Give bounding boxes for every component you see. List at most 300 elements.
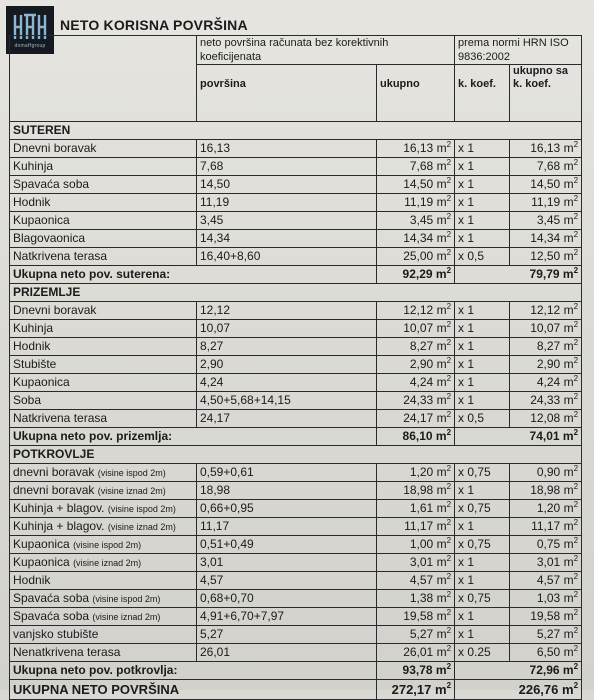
room-area (197, 338, 377, 356)
room-name-value: Spavaća soba (13, 608, 90, 623)
room-coef-value: x 1 (458, 627, 475, 641)
room-total-coef-value: 10,07 (530, 321, 561, 335)
room-coef-value: x 1 (458, 555, 475, 569)
room-total-coef-value: 5,27 (536, 627, 561, 641)
section-total-coef-value: 72,96 (529, 663, 560, 677)
room-total-coef (510, 158, 582, 176)
room-total (377, 338, 455, 356)
room-name-value: Kuhinja + blagov. (13, 518, 105, 533)
room-height-note: (visine ispod 2m) (92, 593, 161, 604)
grand-total-value: 272,17 (391, 682, 432, 697)
header-coef: k. koef. (455, 65, 510, 122)
unit-m: m (436, 591, 447, 605)
room-name-value: dnevni boravak (13, 482, 95, 497)
room-total-value: 24,17 (403, 411, 434, 425)
unit-m: m (435, 429, 447, 443)
room-name (10, 626, 197, 644)
room-name (10, 518, 197, 536)
room-area-value: 3,45 (200, 213, 224, 227)
room-total-value: 25,00 (403, 249, 434, 263)
room-name-value: vanjsko stubište (13, 627, 99, 641)
table-row (10, 572, 582, 590)
room-area-value: 4,24 (200, 375, 224, 389)
header-note: neto površina računata bez korektivnih koeficijenata (197, 36, 455, 65)
room-area (197, 536, 377, 554)
room-area-value: 2,90 (200, 357, 224, 371)
grand-total-coef-value: 226,76 (518, 682, 559, 697)
table-row (10, 410, 582, 428)
room-coef (455, 518, 510, 536)
room-total-value: 10,07 (403, 321, 434, 335)
room-name-value: Spavaća soba (13, 177, 90, 191)
room-coef (455, 140, 510, 158)
unit-exponent: 2 (573, 536, 579, 545)
room-area (197, 410, 377, 428)
unit-m: m (436, 573, 447, 587)
room-total-value: 3,01 (409, 555, 434, 569)
room-coef (455, 554, 510, 572)
room-name (10, 482, 197, 500)
unit-m: m (563, 465, 574, 479)
room-total (377, 392, 455, 410)
unit-m: m (436, 393, 447, 407)
unit-m: m (563, 357, 574, 371)
unit-exponent: 2 (446, 392, 452, 401)
room-name-value: Hodnik (13, 573, 51, 587)
unit-exponent: 2 (446, 320, 452, 329)
unit-m: m (435, 267, 447, 281)
room-coef-value: x 0,75 (458, 537, 491, 551)
room-total-value: 12,12 (403, 303, 434, 317)
room-total-value: 8,27 (409, 339, 434, 353)
unit-exponent: 2 (446, 681, 452, 690)
room-total (377, 410, 455, 428)
room-name-value: Dnevni boravak (13, 141, 97, 155)
section-heading-row (10, 446, 582, 464)
room-name (10, 176, 197, 194)
room-area-value: 0,59+0,61 (200, 465, 254, 479)
room-total-value: 1,00 (409, 537, 434, 551)
unit-exponent: 2 (573, 194, 579, 203)
room-area (197, 392, 377, 410)
room-area-value: 16,40+8,60 (200, 249, 261, 263)
room-area (197, 608, 377, 626)
unit-m: m (563, 213, 574, 227)
room-name (10, 374, 197, 392)
table-row (10, 320, 582, 338)
room-total (377, 140, 455, 158)
room-name (10, 410, 197, 428)
room-total (377, 158, 455, 176)
room-height-note: (visine iznad 2m) (73, 557, 142, 568)
room-name-value: Kupaonica (13, 213, 70, 227)
unit-exponent: 2 (446, 518, 452, 527)
section-heading-value: PRIZEMLJE (13, 285, 81, 299)
room-name (10, 464, 197, 482)
unit-m: m (436, 483, 447, 497)
unit-m: m (563, 555, 574, 569)
room-coef (455, 590, 510, 608)
logo-caption: domaHgroup (14, 42, 46, 49)
room-total-value: 1,20 (409, 465, 434, 479)
room-total-value: 11,17 (404, 519, 434, 533)
unit-m: m (436, 519, 447, 533)
section-heading-row (10, 122, 582, 140)
unit-m: m (563, 303, 574, 317)
unit-exponent: 2 (573, 248, 579, 257)
room-area (197, 230, 377, 248)
room-height-note: (visine ispod 2m) (107, 503, 176, 514)
unit-m: m (436, 501, 447, 515)
room-total-coef (510, 590, 582, 608)
unit-m: m (436, 627, 447, 641)
room-coef (455, 536, 510, 554)
unit-exponent: 2 (446, 410, 452, 419)
room-total-value: 16,13 (403, 141, 434, 155)
room-name (10, 392, 197, 410)
unit-exponent: 2 (446, 536, 452, 545)
unit-exponent: 2 (573, 482, 579, 491)
room-area-value: 26,01 (200, 645, 231, 659)
room-name-value: Nenatkrivena terasa (13, 645, 121, 659)
unit-exponent: 2 (446, 500, 452, 509)
area-table (9, 35, 582, 700)
unit-exponent: 2 (446, 194, 452, 203)
room-total-coef-value: 18,98 (530, 483, 561, 497)
room-total (377, 626, 455, 644)
unit-m: m (563, 627, 574, 641)
unit-exponent: 2 (573, 608, 579, 617)
room-name (10, 158, 197, 176)
room-height-note: (visine iznad 2m) (97, 485, 166, 496)
room-coef-value: x 0,5 (458, 249, 485, 263)
room-coef-value: x 1 (458, 141, 475, 155)
document-title: NETO KORISNA POVRŠINA (60, 17, 248, 33)
section-total-coef (455, 662, 582, 680)
unit-exponent: 2 (446, 212, 452, 221)
room-name-value: dnevni boravak (13, 464, 95, 479)
table-row (10, 158, 582, 176)
table-row (10, 194, 582, 212)
room-coef (455, 608, 510, 626)
section-total-coef (455, 428, 582, 446)
unit-exponent: 2 (573, 662, 579, 671)
unit-m: m (563, 393, 574, 407)
unit-m: m (436, 375, 447, 389)
room-name (10, 248, 197, 266)
room-total (377, 320, 455, 338)
unit-m: m (563, 411, 574, 425)
room-total-coef-value: 4,24 (536, 375, 561, 389)
room-total-value: 14,50 (403, 177, 434, 191)
section-heading (10, 122, 582, 140)
unit-m: m (436, 465, 447, 479)
room-total-coef-value: 8,27 (536, 339, 561, 353)
room-total-value: 5,27 (409, 627, 434, 641)
header-blank-cell (10, 36, 197, 122)
unit-exponent: 2 (446, 662, 452, 671)
section-total-value: 93,78 (402, 663, 433, 677)
unit-exponent: 2 (573, 428, 579, 437)
room-name-value: Kuhinja + blagov. (13, 500, 105, 515)
header-total-coef: ukupno sa k. koef. (510, 65, 582, 122)
unit-m: m (563, 141, 574, 155)
room-area-value: 14,34 (200, 231, 231, 245)
room-total-coef-value: 12,50 (530, 249, 561, 263)
room-total-coef (510, 626, 582, 644)
unit-exponent: 2 (573, 410, 579, 419)
room-name-value: Hodnik (13, 339, 51, 353)
unit-exponent: 2 (573, 176, 579, 185)
room-total-coef-value: 6,50 (536, 645, 561, 659)
unit-exponent: 2 (573, 140, 579, 149)
section-total-row (10, 662, 582, 680)
room-total-coef-value: 0,75 (536, 537, 561, 551)
room-area-value: 0,66+0,95 (200, 501, 254, 515)
room-total (377, 572, 455, 590)
table-row (10, 230, 582, 248)
room-area (197, 518, 377, 536)
room-total (377, 356, 455, 374)
unit-exponent: 2 (446, 302, 452, 311)
room-total-coef (510, 644, 582, 662)
unit-m: m (563, 519, 574, 533)
unit-exponent: 2 (573, 464, 579, 473)
table-row (10, 248, 582, 266)
room-name (10, 554, 197, 572)
section-heading (10, 446, 582, 464)
room-coef-value: x 1 (458, 375, 475, 389)
unit-m: m (563, 339, 574, 353)
room-total-value: 7,68 (409, 159, 434, 173)
room-total-coef (510, 212, 582, 230)
room-total-coef-value: 12,12 (530, 303, 561, 317)
room-total-coef (510, 572, 582, 590)
unit-exponent: 2 (446, 230, 452, 239)
room-area (197, 140, 377, 158)
room-name (10, 644, 197, 662)
room-name-value: Spavaća soba (13, 590, 90, 605)
unit-exponent: 2 (573, 590, 579, 599)
room-total-coef-value: 14,34 (530, 231, 561, 245)
room-total (377, 482, 455, 500)
room-total-coef (510, 536, 582, 554)
room-coef (455, 572, 510, 590)
room-name (10, 302, 197, 320)
section-total-value: 92,29 (402, 267, 433, 281)
room-area (197, 554, 377, 572)
room-total-coef-value: 3,01 (536, 555, 561, 569)
room-coef-value: x 1 (458, 177, 475, 191)
room-name (10, 500, 197, 518)
table-row (10, 554, 582, 572)
room-total-coef (510, 374, 582, 392)
section-total-label (10, 266, 377, 284)
section-heading-row (10, 284, 582, 302)
unit-exponent: 2 (446, 374, 452, 383)
room-coef-value: x 1 (458, 393, 475, 407)
room-total-coef (510, 356, 582, 374)
room-coef-value: x 1 (458, 609, 475, 623)
unit-m: m (563, 195, 574, 209)
room-total-value: 14,34 (403, 231, 434, 245)
room-coef (455, 392, 510, 410)
unit-exponent: 2 (573, 320, 579, 329)
room-name-value: Stubište (13, 357, 57, 371)
room-total-coef (510, 464, 582, 482)
room-total-coef (510, 392, 582, 410)
room-total-coef-value: 1,03 (536, 591, 561, 605)
table-row (10, 464, 582, 482)
section-total-row (10, 428, 582, 446)
room-total (377, 536, 455, 554)
room-coef-value: x 0,75 (458, 501, 491, 515)
room-area (197, 644, 377, 662)
unit-m: m (563, 321, 574, 335)
unit-m: m (436, 303, 447, 317)
room-area (197, 248, 377, 266)
unit-m: m (563, 159, 574, 173)
unit-exponent: 2 (446, 554, 452, 563)
room-total-coef-value: 4,57 (536, 573, 561, 587)
room-total-value: 19,58 (403, 609, 434, 623)
table-row (10, 608, 582, 626)
room-total (377, 464, 455, 482)
section-total-coef-value: 79,79 (529, 267, 560, 281)
table-row (10, 626, 582, 644)
room-area-value: 14,50 (200, 177, 231, 191)
room-total-coef-value: 11,17 (531, 519, 561, 533)
room-area (197, 626, 377, 644)
unit-exponent: 2 (573, 626, 579, 635)
room-area (197, 356, 377, 374)
unit-exponent: 2 (446, 482, 452, 491)
unit-exponent: 2 (573, 392, 579, 401)
section-total-label-value: Ukupna neto pov. suterena: (13, 267, 171, 281)
table-row (10, 176, 582, 194)
room-name (10, 338, 197, 356)
room-area-value: 4,91+6,70+7,97 (200, 609, 285, 623)
room-coef-value: x 1 (458, 519, 475, 533)
room-total-coef (510, 194, 582, 212)
room-name (10, 194, 197, 212)
room-coef-value: x 1 (458, 303, 475, 317)
unit-exponent: 2 (573, 302, 579, 311)
unit-m: m (436, 159, 447, 173)
room-coef-value: x 1 (458, 195, 475, 209)
unit-m: m (562, 682, 574, 697)
room-total-coef (510, 410, 582, 428)
room-coef-value: x 1 (458, 573, 475, 587)
room-coef-value: x 1 (458, 483, 475, 497)
unit-exponent: 2 (446, 338, 452, 347)
room-name-value: Kupaonica (13, 536, 70, 551)
section-heading-value: POTKROVLJE (13, 447, 95, 461)
section-total-value: 86,10 (402, 429, 433, 443)
table-row (10, 590, 582, 608)
unit-exponent: 2 (446, 626, 452, 635)
unit-exponent: 2 (573, 572, 579, 581)
room-total-coef-value: 24,33 (530, 393, 561, 407)
room-total-coef-value: 1,20 (536, 501, 561, 515)
room-total-value: 24,33 (403, 393, 434, 407)
room-coef (455, 374, 510, 392)
room-coef (455, 158, 510, 176)
room-total-value: 4,57 (409, 573, 434, 587)
room-total-coef (510, 608, 582, 626)
unit-exponent: 2 (573, 338, 579, 347)
room-name (10, 572, 197, 590)
unit-exponent: 2 (573, 266, 579, 275)
unit-m: m (436, 339, 447, 353)
unit-m: m (436, 213, 447, 227)
room-coef-value: x 1 (458, 213, 475, 227)
room-total-value: 1,61 (409, 501, 434, 515)
room-total-value: 4,24 (409, 375, 434, 389)
room-total (377, 518, 455, 536)
unit-exponent: 2 (573, 356, 579, 365)
room-total (377, 590, 455, 608)
room-total-coef-value: 16,13 (530, 141, 561, 155)
room-area (197, 590, 377, 608)
section-total-label (10, 428, 377, 446)
unit-exponent: 2 (446, 590, 452, 599)
room-area (197, 320, 377, 338)
room-area (197, 176, 377, 194)
room-total (377, 374, 455, 392)
table-row (10, 338, 582, 356)
header-standard: prema normi HRN ISO 9836:2002 (455, 36, 582, 65)
room-total-coef-value: 19,58 (530, 609, 561, 623)
room-coef (455, 338, 510, 356)
header-total: ukupno (377, 65, 455, 122)
table-row (10, 356, 582, 374)
unit-exponent: 2 (446, 266, 452, 275)
unit-m: m (563, 537, 574, 551)
table-row (10, 374, 582, 392)
room-total-coef (510, 518, 582, 536)
unit-m: m (563, 231, 574, 245)
room-coef (455, 230, 510, 248)
room-name-value: Kuhinja (13, 321, 54, 335)
unit-exponent: 2 (573, 681, 579, 690)
room-total-coef-value: 3,45 (536, 213, 561, 227)
room-area-value: 24,17 (200, 411, 231, 425)
room-area (197, 302, 377, 320)
unit-exponent: 2 (446, 140, 452, 149)
room-total-coef-value: 14,50 (530, 177, 561, 191)
room-name-value: Natkrivena terasa (13, 249, 108, 263)
section-total-label (10, 662, 377, 680)
section-total-coef-value: 74,01 (529, 429, 560, 443)
unit-m: m (562, 267, 574, 281)
room-area-value: 10,07 (200, 321, 231, 335)
room-total-value: 11,19 (404, 195, 434, 209)
header-row-1 (10, 36, 582, 65)
room-area-value: 4,50+5,68+14,15 (200, 393, 291, 407)
table-row (10, 482, 582, 500)
room-total (377, 230, 455, 248)
room-area (197, 572, 377, 590)
room-total-coef (510, 500, 582, 518)
table-row (10, 536, 582, 554)
unit-exponent: 2 (446, 572, 452, 581)
room-total-coef (510, 230, 582, 248)
room-total-value: 1,38 (409, 591, 434, 605)
room-total-coef (510, 338, 582, 356)
room-area (197, 212, 377, 230)
unit-exponent: 2 (573, 212, 579, 221)
